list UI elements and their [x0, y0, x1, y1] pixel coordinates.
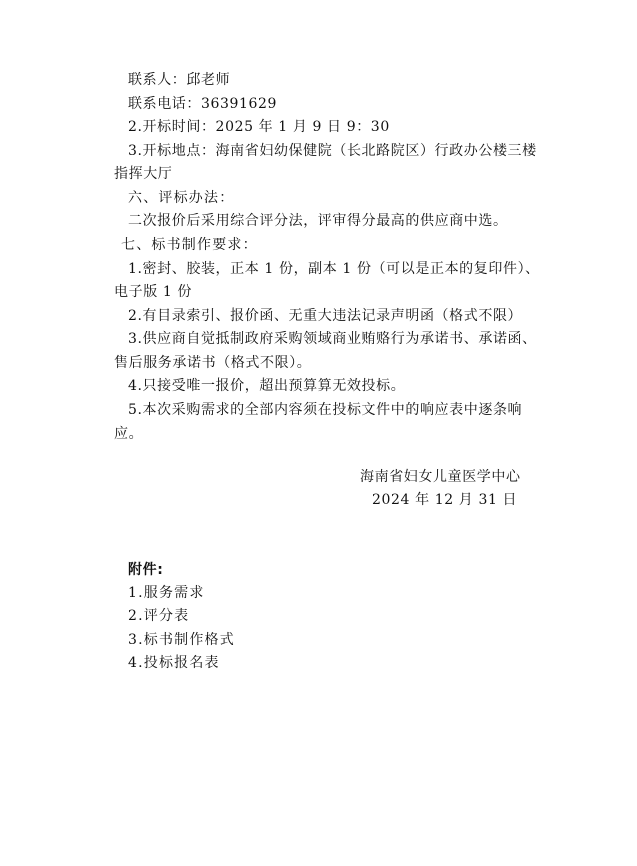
requirement-3-line-2: 售后服务承诺书（格式不限）。	[114, 355, 312, 371]
requirement-5-line-2: 应。	[114, 426, 144, 442]
requirement-4: 4.只接受唯一报价，超出预算算无效投标。	[128, 378, 406, 394]
section-7-title: 七、标书制作要求：	[121, 237, 258, 253]
open-place-line-2: 指挥大厅	[114, 166, 173, 182]
attachment-item: 1.服务需求	[128, 585, 205, 601]
requirement-5-line-1: 5.本次采购需求的全部内容须在投标文件中的响应表中逐条响	[128, 402, 523, 418]
contact-person: 联系人：邱老师	[128, 72, 231, 88]
section-6-title: 六、评标办法：	[128, 190, 235, 206]
attachment-item: 4.投标报名表	[128, 655, 220, 671]
requirement-3-line-1: 3.供应商自觉抵制政府采购领域商业贿赂行为承诺书、承诺函、	[128, 331, 537, 347]
attachment-item: 3.标书制作格式	[128, 632, 235, 648]
signature-date: 2024 年 12 月 31 日	[372, 492, 518, 508]
requirement-1-line-2: 电子版 1 份	[114, 284, 193, 300]
attachment-item: 2.评分表	[128, 608, 190, 624]
contact-phone: 联系电话：36391629	[128, 96, 278, 112]
requirement-2: 2.有目录索引、报价函、无重大违法记录声明函（格式不限）	[128, 308, 523, 324]
section-6-text: 二次报价后采用综合评分法，评审得分最高的供应商中选。	[128, 213, 508, 229]
open-place-line-1: 3.开标地点：海南省妇幼保健院（长北路院区）行政办公楼三楼	[128, 143, 537, 159]
requirement-1-line-1: 1.密封、胶装，正本 1 份，副本 1 份（可以是正本的复印件）、	[128, 261, 540, 277]
signature-organization: 海南省妇女儿童医学中心	[360, 469, 521, 485]
open-time: 2.开标时间：2025 年 1 月 9 日 9：30	[128, 119, 390, 135]
attachments-title: 附件:	[128, 562, 164, 578]
